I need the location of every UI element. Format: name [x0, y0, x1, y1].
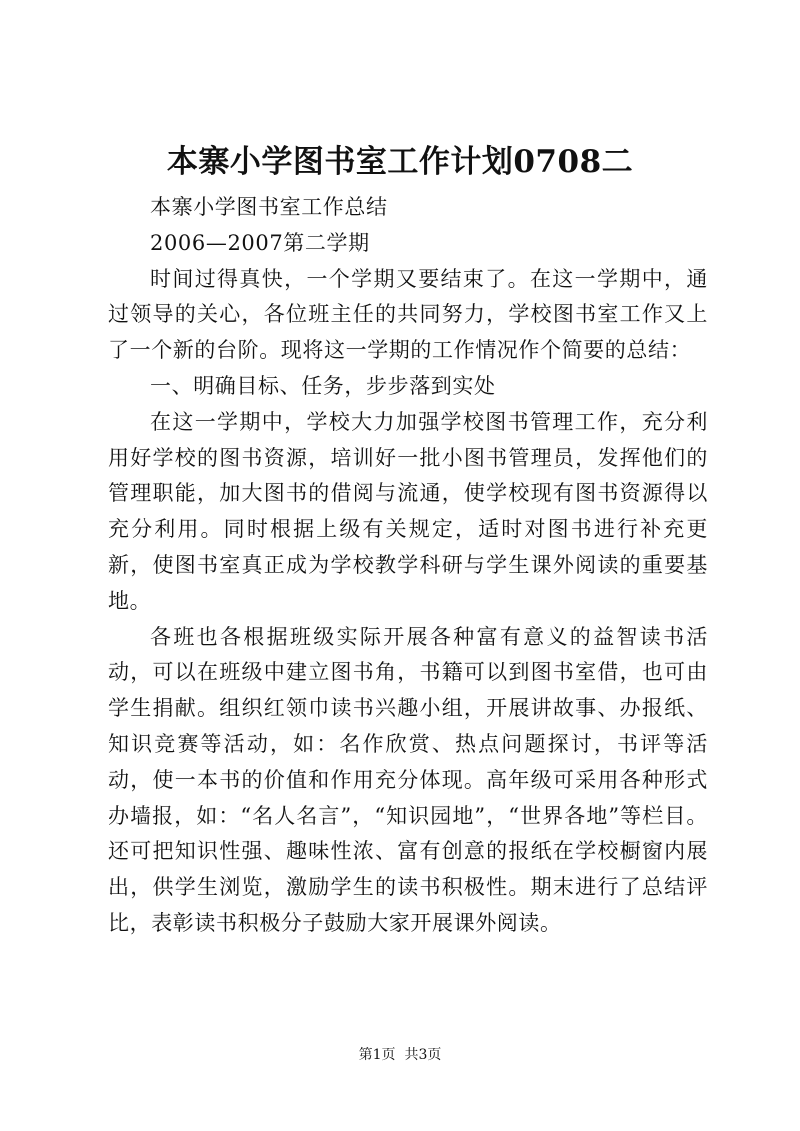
subtitle-paragraph: 本寨小学图书室工作总结: [150, 195, 388, 219]
body-paragraph: 各班也各根据班级实际开展各种富有意义的益智读书活动，可以在班级中建立图书角，书籍可以到图书室借，也可由学生捐献。组织红领巾读书兴趣小组，开展讲故事、办报纸、知识竞赛等活动，如：名作欣赏、热点问题探讨，书评等活动，使一本书的价值和作用充分体现。高年级可采用各种形式办墙报，如：“名人名言”，“知识园地”，“世界各地”等栏目。还可把知识性强、趣味性浓、富有创意的报纸在学校橱窗内展出，供学生浏览，激励学生的读书积极性。期末进行了总结评比，表彰读书积极分子鼓励大家开展课外阅读。: [108, 624, 708, 935]
body-paragraph: 在这一学期中，学校大力加强学校图书管理工作，充分利用好学校的图书资源，培训好一批小图书管理员，发挥他们的管理职能，加大图书的借阅与流通，使学校现有图书资源得以充分利用。同时根据上级有关规定，适时对图书进行补充更新，使图书室真正成为学校教学科研与学生课外阅读的重要基地。: [108, 409, 708, 613]
document-body: [108, 190, 708, 942]
term-paragraph: 2006—2007第二学期: [150, 230, 370, 255]
body-paragraph: 时间过得真快，一个学期又要结束了。在这一学期中，通过领导的关心，各位班主任的共同努力，学校图书室工作又上了一个新的台阶。现将这一学期的工作情况作个简要的总结：: [108, 266, 708, 363]
page-number: 第1页: [358, 1047, 396, 1063]
section-heading: 一、明确目标、任务，步步落到实处: [150, 373, 496, 398]
page-total: 共3页: [404, 1047, 442, 1063]
page-footer: [0, 1045, 800, 1065]
document-title: 本寨小学图书室工作计划0708二: [166, 144, 634, 180]
